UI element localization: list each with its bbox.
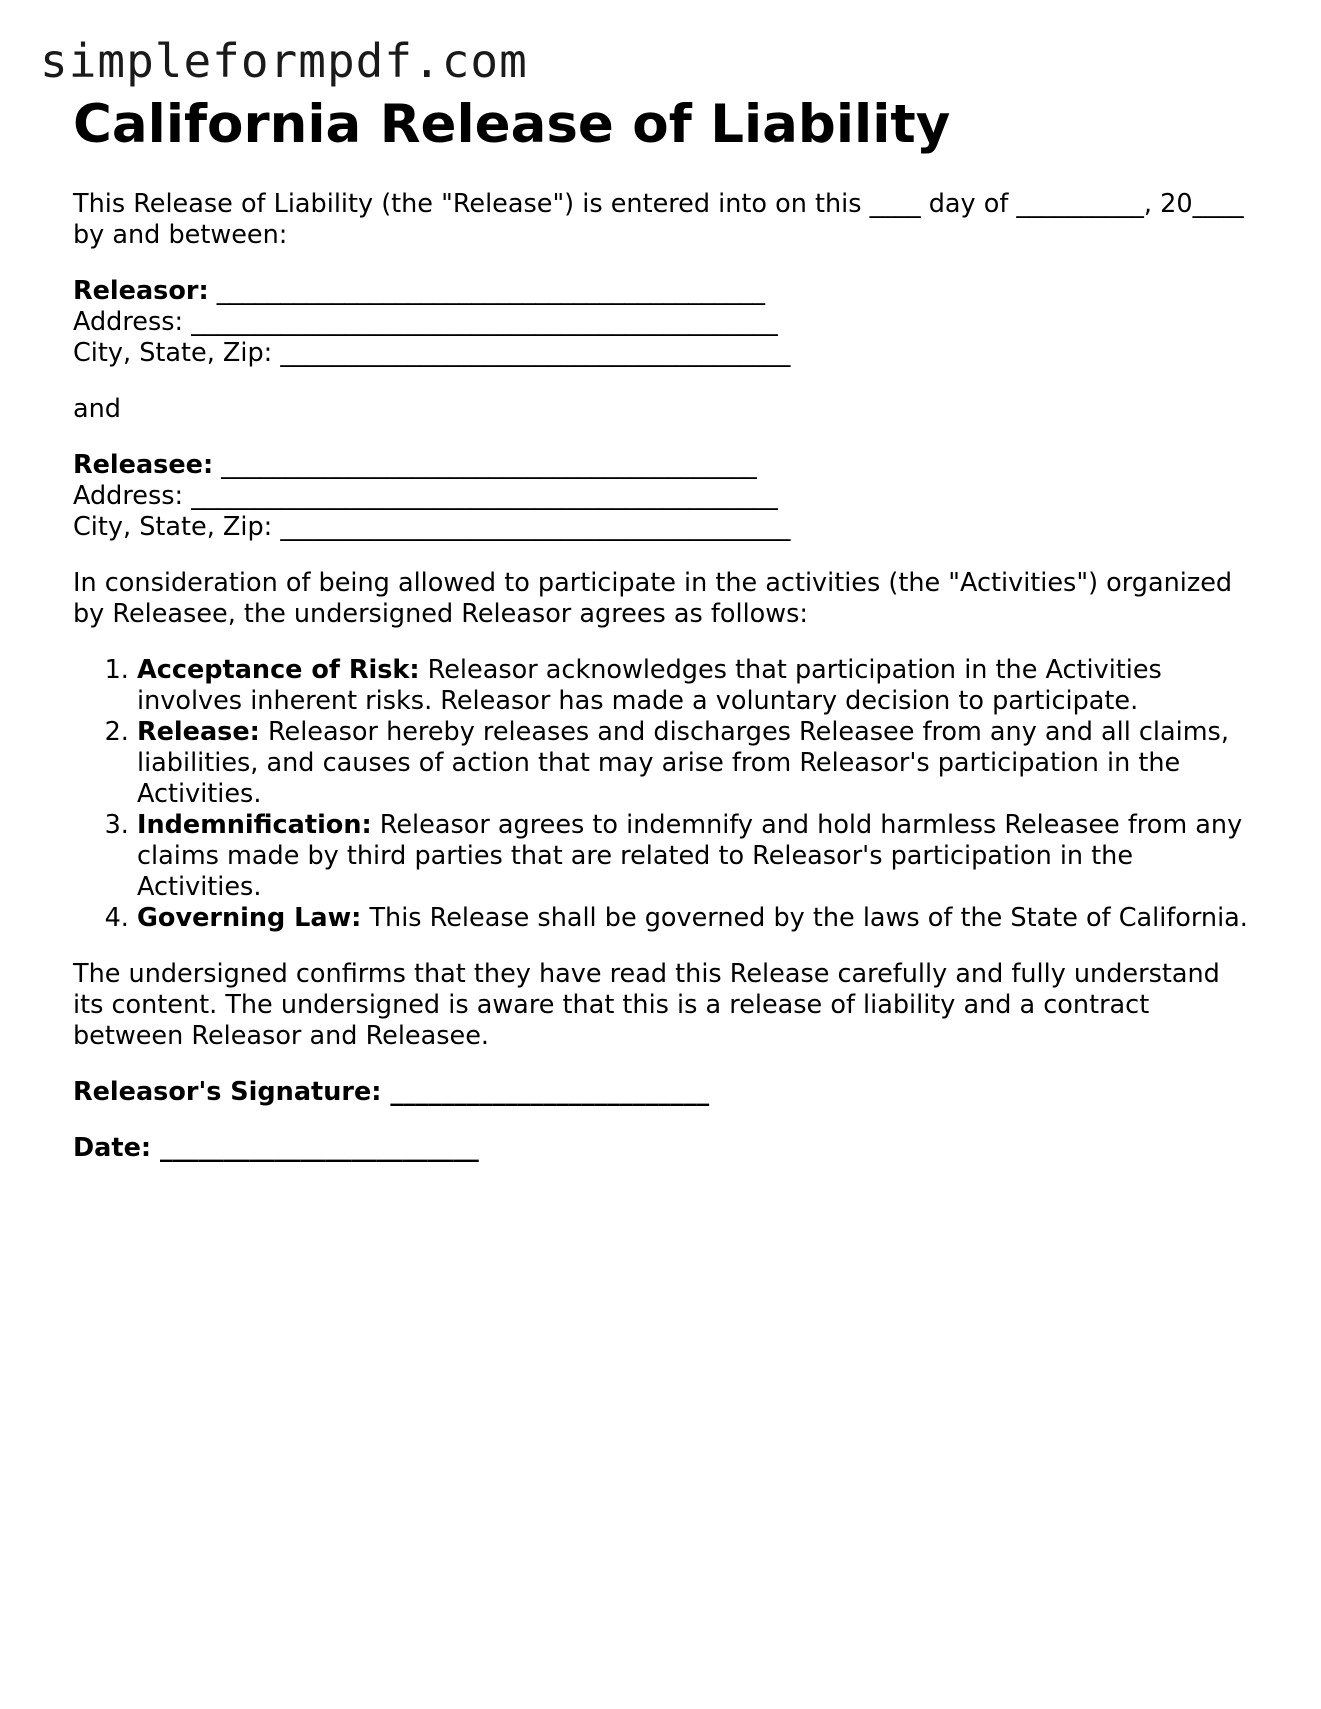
- releasor-address-line: Address: ______________________________________________: [73, 307, 778, 337]
- term-item: [137, 717, 1253, 810]
- releasor-name-blank: ___________________________________________: [208, 276, 766, 306]
- date-line: [73, 1133, 1253, 1164]
- term-text: Releasor agrees to indemnify and hold harmless Releasee from any claims made by third parties that are related to Releasor's participation in the Activities.: [137, 810, 1243, 902]
- term-item: [137, 810, 1253, 903]
- terms-list: [73, 655, 1253, 934]
- releasor-city-line: City, State, Zip: ________________________________________: [73, 338, 791, 368]
- signature-label: Releasor's Signature:: [73, 1077, 382, 1107]
- term-item: [137, 903, 1253, 934]
- releasee-label: Releasee:: [73, 450, 214, 480]
- releasor-name-line: [73, 276, 1253, 307]
- term-heading: Acceptance of Risk:: [137, 655, 420, 685]
- term-heading: Governing Law:: [137, 903, 362, 933]
- releasor-label: Releasor:: [73, 276, 209, 306]
- consideration-paragraph: In consideration of being allowed to participate in the activities (the "Activities") organized by Releasee, the undersigned Releasor agrees as follows:: [73, 568, 1233, 629]
- releasee-city-line: City, State, Zip: ________________________________________: [73, 512, 791, 542]
- releasee-block: [73, 450, 1253, 543]
- releasee-name-blank: __________________________________________: [213, 450, 757, 480]
- releasor-block: [73, 276, 1253, 369]
- closing-paragraph: The undersigned confirms that they have read this Release carefully and fully understand its content. The undersigned is aware that this is a release of liability and a contract between Releasor and Releasee.: [73, 959, 1220, 1051]
- releasee-address-line: Address: ______________________________________________: [73, 481, 778, 511]
- signature-line: [73, 1077, 1253, 1108]
- signature-blank: _________________________: [381, 1077, 710, 1107]
- term-text: This Release shall be governed by the laws of the State of California.: [361, 903, 1248, 933]
- term-item: [137, 655, 1253, 717]
- intro-paragraph: This Release of Liability (the "Release") is entered into on this ____ day of __________, 20____ by and between:: [73, 189, 1244, 250]
- term-text: Releasor hereby releases and discharges Releasee from any and all claims, liabilities, and causes of action that may arise from Releasor's participation in the Activities.: [137, 717, 1229, 809]
- and-text: and: [73, 394, 121, 424]
- releasee-name-line: [73, 450, 1253, 481]
- document-page: [73, 92, 1253, 1164]
- date-blank: _________________________: [151, 1133, 479, 1163]
- date-label: Date:: [73, 1133, 152, 1163]
- term-heading: Release:: [137, 717, 260, 747]
- term-text: Releasor acknowledges that participation in the Activities involves inherent risks. Releasor has made a voluntary decision to participate.: [137, 655, 1162, 716]
- document-title: California Release of Liability: [73, 94, 951, 155]
- watermark-text: simpleformpdf.com: [40, 34, 528, 88]
- term-heading: Indemnification:: [137, 810, 372, 840]
